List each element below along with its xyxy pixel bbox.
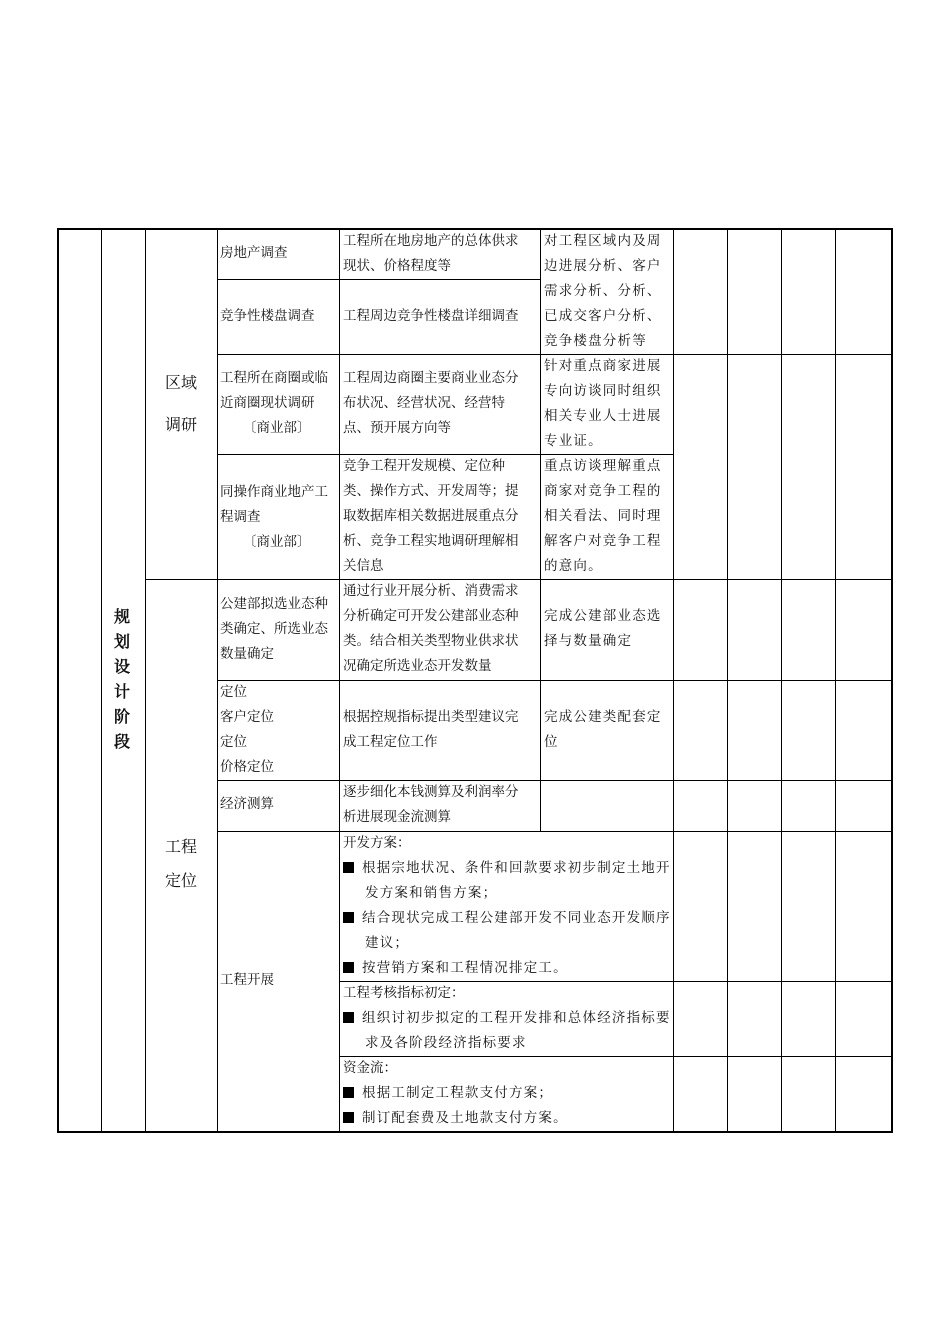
row-rule bbox=[217, 279, 540, 280]
group-label-project-positioning: 定位 bbox=[165, 871, 198, 890]
research-output: 对工程区域内及周 bbox=[544, 233, 662, 249]
research-output: 相关看法、同时理 bbox=[544, 508, 662, 524]
research-output: 重点访谈理解重点 bbox=[544, 458, 662, 474]
research-item: 近商圈现状调研 bbox=[220, 395, 315, 411]
development-item: 工程开展 bbox=[220, 972, 274, 988]
phase-label: 计 bbox=[114, 682, 131, 701]
square-bullet-icon bbox=[343, 1112, 354, 1123]
phase-label: 阶 bbox=[114, 707, 131, 726]
positioning-content: 根据控规指标提出类型建议完 bbox=[343, 709, 519, 725]
table-bottom-border bbox=[57, 1131, 893, 1133]
research-content: 关信息 bbox=[343, 558, 384, 574]
development-plan-bullet: 结合现状完成工程公建部开发不同业态开发顺序 bbox=[343, 906, 671, 931]
research-item: 〔商业部〕 bbox=[243, 534, 311, 550]
group-label-area-research: 调研 bbox=[165, 415, 198, 434]
research-content: 工程周边竞争性楼盘详细调查 bbox=[343, 308, 519, 324]
row-rule bbox=[217, 831, 891, 832]
development-plan-heading: 开发方案： bbox=[343, 835, 411, 851]
table-left-border bbox=[57, 228, 59, 1133]
positioning-output: 择与数量确定 bbox=[544, 633, 633, 649]
kpi-bullet: 组织讨初步拟定的工程开发排和总体经济指标要 bbox=[343, 1006, 671, 1031]
development-plan-bullet-cont: 发方案和销售方案； bbox=[365, 885, 498, 901]
positioning-output: 位 bbox=[544, 734, 559, 750]
column-rule bbox=[145, 228, 146, 1131]
positioning-content: 成工程定位工作 bbox=[343, 734, 438, 750]
square-bullet-icon bbox=[343, 1012, 354, 1023]
table-right-border bbox=[891, 228, 893, 1133]
research-output: 竞争楼盘分析等 bbox=[544, 333, 647, 349]
phase-label: 设 bbox=[114, 657, 131, 676]
research-content: 类、操作方式、开发周等；提 bbox=[343, 483, 519, 499]
phase-label: 规 bbox=[114, 607, 131, 626]
column-rule bbox=[540, 228, 541, 831]
research-content: 现状、价格程度等 bbox=[343, 258, 451, 274]
square-bullet-icon bbox=[343, 862, 354, 873]
development-plan-bullet-cont: 建议； bbox=[365, 935, 410, 951]
row-rule bbox=[339, 1056, 891, 1057]
research-content: 布状况、经营状况、经营特 bbox=[343, 395, 505, 411]
positioning-item: 公建部拟选业态种 bbox=[220, 596, 328, 612]
research-item: 竞争性楼盘调查 bbox=[220, 308, 315, 324]
research-content: 工程周边商圈主要商业业态分 bbox=[343, 370, 519, 386]
positioning-item: 类确定、所选业态 bbox=[220, 621, 328, 637]
cash-flow-bullet: 制订配套费及土地款支付方案。 bbox=[343, 1106, 568, 1131]
research-content: 取数据库相关数据进展重点分 bbox=[343, 508, 519, 524]
row-rule bbox=[217, 680, 891, 681]
research-output: 已成交客户分析、 bbox=[544, 308, 662, 324]
research-content: 工程所在地房地产的总体供求 bbox=[343, 233, 519, 249]
positioning-item: 客户定位 bbox=[220, 709, 274, 725]
row-rule bbox=[217, 780, 891, 781]
research-output: 专向访谈同时组织 bbox=[544, 383, 662, 399]
research-content: 析、竞争工程实地调研理解相 bbox=[343, 533, 519, 549]
research-output: 专业证。 bbox=[544, 433, 603, 449]
positioning-item: 经济测算 bbox=[220, 796, 274, 812]
positioning-item: 价格定位 bbox=[220, 759, 274, 775]
research-output: 相关专业人士进展 bbox=[544, 408, 662, 424]
phase-label: 划 bbox=[114, 632, 131, 651]
cash-flow-bullet: 根据工制定工程款支付方案； bbox=[343, 1081, 553, 1106]
positioning-output: 完成公建部业态选 bbox=[544, 608, 662, 624]
positioning-item: 数量确定 bbox=[220, 646, 274, 662]
square-bullet-icon bbox=[343, 912, 354, 923]
group-label-area-research: 区域 bbox=[165, 373, 198, 392]
research-content: 竞争工程开发规模、定位种 bbox=[343, 458, 505, 474]
kpi-heading: 工程考核指标初定： bbox=[343, 985, 465, 1001]
positioning-item: 定位 bbox=[220, 684, 247, 700]
square-bullet-icon bbox=[343, 962, 354, 973]
group-label-project-positioning: 工程 bbox=[165, 837, 198, 856]
research-output: 的意向。 bbox=[544, 558, 603, 574]
positioning-content: 况确定所选业态开发数量 bbox=[343, 658, 492, 674]
research-output: 解客户对竞争工程 bbox=[544, 533, 662, 549]
research-item: 〔商业部〕 bbox=[243, 420, 311, 436]
kpi-bullet-cont: 求及各阶段经济指标要求 bbox=[365, 1035, 527, 1051]
phase-label: 段 bbox=[114, 732, 131, 751]
research-item: 程调查 bbox=[220, 509, 261, 525]
research-item: 房地产调查 bbox=[220, 245, 288, 261]
research-output: 针对重点商家进展 bbox=[544, 358, 662, 374]
research-output: 边进展分析、客户 bbox=[544, 258, 662, 274]
development-plan-bullet: 根据宗地状况、条件和回款要求初步制定土地开 bbox=[343, 856, 671, 881]
positioning-item: 定位 bbox=[220, 734, 247, 750]
research-output: 商家对竞争工程的 bbox=[544, 483, 662, 499]
positioning-content: 类。结合相关类型物业供求状 bbox=[343, 633, 519, 649]
research-item: 同操作商业地产工 bbox=[220, 484, 328, 500]
positioning-content: 分析确定可开发公建部业态种 bbox=[343, 608, 519, 624]
positioning-content: 析进展现金流测算 bbox=[343, 809, 451, 825]
research-item: 工程所在商圈或临 bbox=[220, 370, 328, 386]
positioning-content: 通过行业开展分析、消费需求 bbox=[343, 583, 519, 599]
research-content: 点、预开展方向等 bbox=[343, 420, 451, 436]
column-rule bbox=[101, 228, 102, 1131]
development-plan-bullet: 按营销方案和工程情况排定工。 bbox=[343, 956, 568, 981]
research-output: 需求分析、分析、 bbox=[544, 283, 662, 299]
cash-flow-heading: 资金流： bbox=[343, 1060, 397, 1076]
positioning-output: 完成公建类配套定 bbox=[544, 709, 662, 725]
positioning-content: 逐步细化本钱测算及利润率分 bbox=[343, 784, 519, 800]
square-bullet-icon bbox=[343, 1087, 354, 1098]
